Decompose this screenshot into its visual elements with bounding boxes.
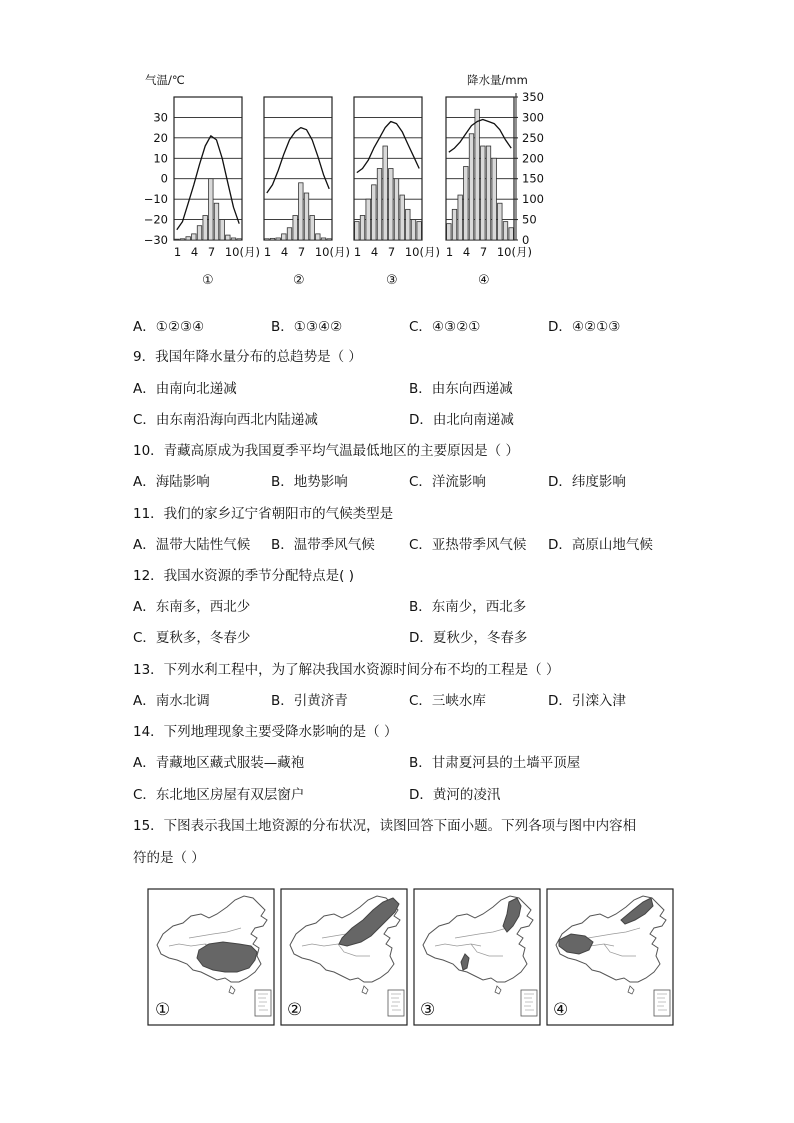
temperature-axis-title: 气温/℃ xyxy=(145,73,185,87)
precip-bar xyxy=(203,215,207,240)
q9-option-b[interactable]: B．由东向西递减 xyxy=(409,381,513,397)
month-tick-label: 10(月) xyxy=(224,245,260,259)
chart-label-1: ① xyxy=(202,273,214,288)
q10-option-a[interactable]: A．海陆影响 xyxy=(133,474,210,490)
chart-frame xyxy=(174,97,242,240)
precip-tick-label: 100 xyxy=(522,192,544,207)
precip-bar xyxy=(360,215,364,240)
q10-option-c[interactable]: C．洋流影响 xyxy=(409,474,486,490)
month-tick-label: 1 xyxy=(173,245,182,259)
precip-bar xyxy=(417,222,421,240)
month-tick-label: 7 xyxy=(207,245,216,259)
precip-bar xyxy=(372,185,376,240)
map-label-4: ④ xyxy=(553,1000,569,1020)
precip-bar xyxy=(503,222,507,240)
precip-bar xyxy=(509,228,513,240)
precip-bar xyxy=(355,222,359,240)
q9-stem: 9．我国年降水量分布的总趋势是（ ） xyxy=(133,349,362,365)
q13-option-d[interactable]: D．引滦入津 xyxy=(548,693,626,709)
precip-bar xyxy=(209,179,213,240)
month-tick-label: 1 xyxy=(263,245,272,259)
precip-tick-label: 200 xyxy=(522,151,544,166)
precip-bar xyxy=(464,166,468,240)
q14-option-a[interactable]: A．青藏地区藏式服装—藏袍 xyxy=(133,755,305,771)
q9-option-a[interactable]: A．由南向北递减 xyxy=(133,381,237,397)
q13-stem: 13．下列水利工程中，为了解决我国水资源时间分布不均的工程是（ ） xyxy=(133,662,560,678)
q15-stem-line1: 15．下图表示我国土地资源的分布状况，读图回答下面小题。下列各项与图中内容相 xyxy=(133,818,637,834)
month-tick-label: 1 xyxy=(353,245,362,259)
map-label-2: ② xyxy=(287,1000,303,1020)
month-tick-label: 10(月) xyxy=(404,245,440,259)
precipitation-axis-title: 降水量/mm xyxy=(467,73,528,87)
q11-stem: 11．我们的家乡辽宁省朝阳市的气候类型是 xyxy=(133,506,394,522)
month-tick-label: 7 xyxy=(387,245,396,259)
precip-bar xyxy=(492,158,496,240)
month-tick-label: 10(月) xyxy=(314,245,350,259)
precip-bar xyxy=(458,195,462,240)
chart-label-2: ② xyxy=(293,273,305,288)
precip-bar xyxy=(310,215,314,240)
precip-bar xyxy=(406,209,410,240)
month-tick-label: 4 xyxy=(280,245,289,259)
q14-option-c[interactable]: C．东北地区房屋有双层窗户 xyxy=(133,787,305,803)
q8-option-b[interactable]: B．①③④② xyxy=(271,319,343,335)
temp-tick-label: 0 xyxy=(160,171,168,186)
temp-tick-label: −30 xyxy=(143,233,168,247)
precip-bar xyxy=(282,234,286,240)
precip-bar xyxy=(180,239,184,240)
precip-bar xyxy=(377,169,381,241)
precip-bar xyxy=(475,109,479,240)
precip-tick-label: 0 xyxy=(522,233,530,247)
q10-option-b[interactable]: B．地势影响 xyxy=(271,474,348,490)
temp-tick-label: −20 xyxy=(143,212,168,227)
precip-bar xyxy=(192,234,196,240)
map-label-1: ① xyxy=(155,1000,171,1020)
temp-tick-label: 10 xyxy=(153,151,168,166)
precip-bar xyxy=(389,169,393,241)
q12-option-d[interactable]: D．夏秋少，冬春多 xyxy=(409,630,528,646)
precip-bar xyxy=(327,239,331,240)
precip-bar xyxy=(220,220,224,240)
q8-option-d[interactable]: D．④②①③ xyxy=(548,319,621,335)
precip-tick-label: 50 xyxy=(522,212,537,227)
month-tick-label: 7 xyxy=(479,245,488,259)
precip-bar xyxy=(299,183,303,240)
q11-option-a[interactable]: A．温带大陆性气候 xyxy=(133,537,251,553)
map-1-shaded-region xyxy=(197,942,257,972)
precip-bar xyxy=(469,134,473,240)
month-tick-label: 7 xyxy=(297,245,306,259)
precip-bar xyxy=(481,146,485,240)
precip-bar xyxy=(226,235,230,240)
precip-bar xyxy=(452,209,456,240)
precip-bar xyxy=(197,226,201,240)
q12-option-a[interactable]: A．东南多，西北少 xyxy=(133,599,251,615)
q12-stem: 12．我国水资源的季节分配特点是( ) xyxy=(133,568,355,584)
precip-bar xyxy=(316,234,320,240)
month-tick-label: 4 xyxy=(190,245,199,259)
q13-option-c[interactable]: C．三峡水库 xyxy=(409,693,486,709)
precip-bar xyxy=(270,238,274,240)
precip-bar xyxy=(304,193,308,240)
month-tick-label: 10(月) xyxy=(496,245,532,259)
precip-bar xyxy=(411,220,415,240)
q10-stem: 10．青藏高原成为我国夏季平均气温最低地区的主要原因是（ ） xyxy=(133,443,519,459)
q11-option-b[interactable]: B．温带季风气候 xyxy=(271,537,375,553)
precip-bar xyxy=(265,239,269,240)
climate-charts-svg xyxy=(140,70,560,295)
climate-charts-figure xyxy=(140,70,560,295)
precip-bar xyxy=(186,237,190,240)
precip-bar xyxy=(498,203,502,240)
temp-tick-label: 20 xyxy=(153,130,168,145)
precip-tick-label: 150 xyxy=(522,171,544,186)
precip-bar xyxy=(287,228,291,240)
q11-option-d[interactable]: D．高原山地气候 xyxy=(548,537,653,553)
month-tick-label: 4 xyxy=(462,245,471,259)
q8-option-c[interactable]: C．④③②① xyxy=(409,319,481,335)
precip-bar xyxy=(366,199,370,240)
precip-bar xyxy=(231,238,235,240)
q14-option-d[interactable]: D．黄河的凌汛 xyxy=(409,787,501,803)
q11-option-c[interactable]: C．亚热带季风气候 xyxy=(409,537,527,553)
map-label-3: ③ xyxy=(420,1000,436,1020)
month-tick-label: 1 xyxy=(445,245,454,259)
precip-bar xyxy=(400,195,404,240)
chart-label-4: ④ xyxy=(478,273,490,288)
precip-bar xyxy=(237,239,241,240)
q9-option-d[interactable]: D．由北向南递减 xyxy=(409,412,514,428)
q14-stem: 14．下列地理现象主要受降水影响的是（ ） xyxy=(133,724,398,740)
precip-tick-label: 250 xyxy=(522,130,544,145)
q13-option-a[interactable]: A．南水北调 xyxy=(133,693,210,709)
precip-bar xyxy=(321,238,325,240)
precip-tick-label: 350 xyxy=(522,90,544,104)
land-resource-maps-svg xyxy=(147,888,677,1028)
precip-bar xyxy=(276,238,280,240)
precip-bar xyxy=(214,203,218,240)
precip-bar xyxy=(447,224,451,240)
precip-bar xyxy=(486,146,490,240)
q12-option-c[interactable]: C．夏秋多，冬春少 xyxy=(133,630,251,646)
precip-bar xyxy=(175,239,179,240)
q10-option-d[interactable]: D．纬度影响 xyxy=(548,474,626,490)
land-resource-maps xyxy=(147,888,677,1028)
precip-tick-label: 300 xyxy=(522,110,544,125)
q9-option-c[interactable]: C．由东南沿海向西北内陆递减 xyxy=(133,412,318,428)
precip-bar xyxy=(394,179,398,240)
q8-option-a[interactable]: A．①②③④ xyxy=(133,319,205,335)
month-tick-label: 4 xyxy=(370,245,379,259)
q15-stem-line2: 符的是（ ） xyxy=(133,850,205,866)
q14-option-b[interactable]: B．甘肃夏河县的土墙平顶屋 xyxy=(409,755,581,771)
q13-option-b[interactable]: B．引黄济青 xyxy=(271,693,348,709)
precip-bar xyxy=(293,215,297,240)
precip-bar xyxy=(383,146,387,240)
q12-option-b[interactable]: B．东南少，西北多 xyxy=(409,599,527,615)
temp-tick-label: −10 xyxy=(143,192,168,207)
temp-tick-label: 30 xyxy=(153,110,168,125)
chart-label-3: ③ xyxy=(386,273,398,288)
